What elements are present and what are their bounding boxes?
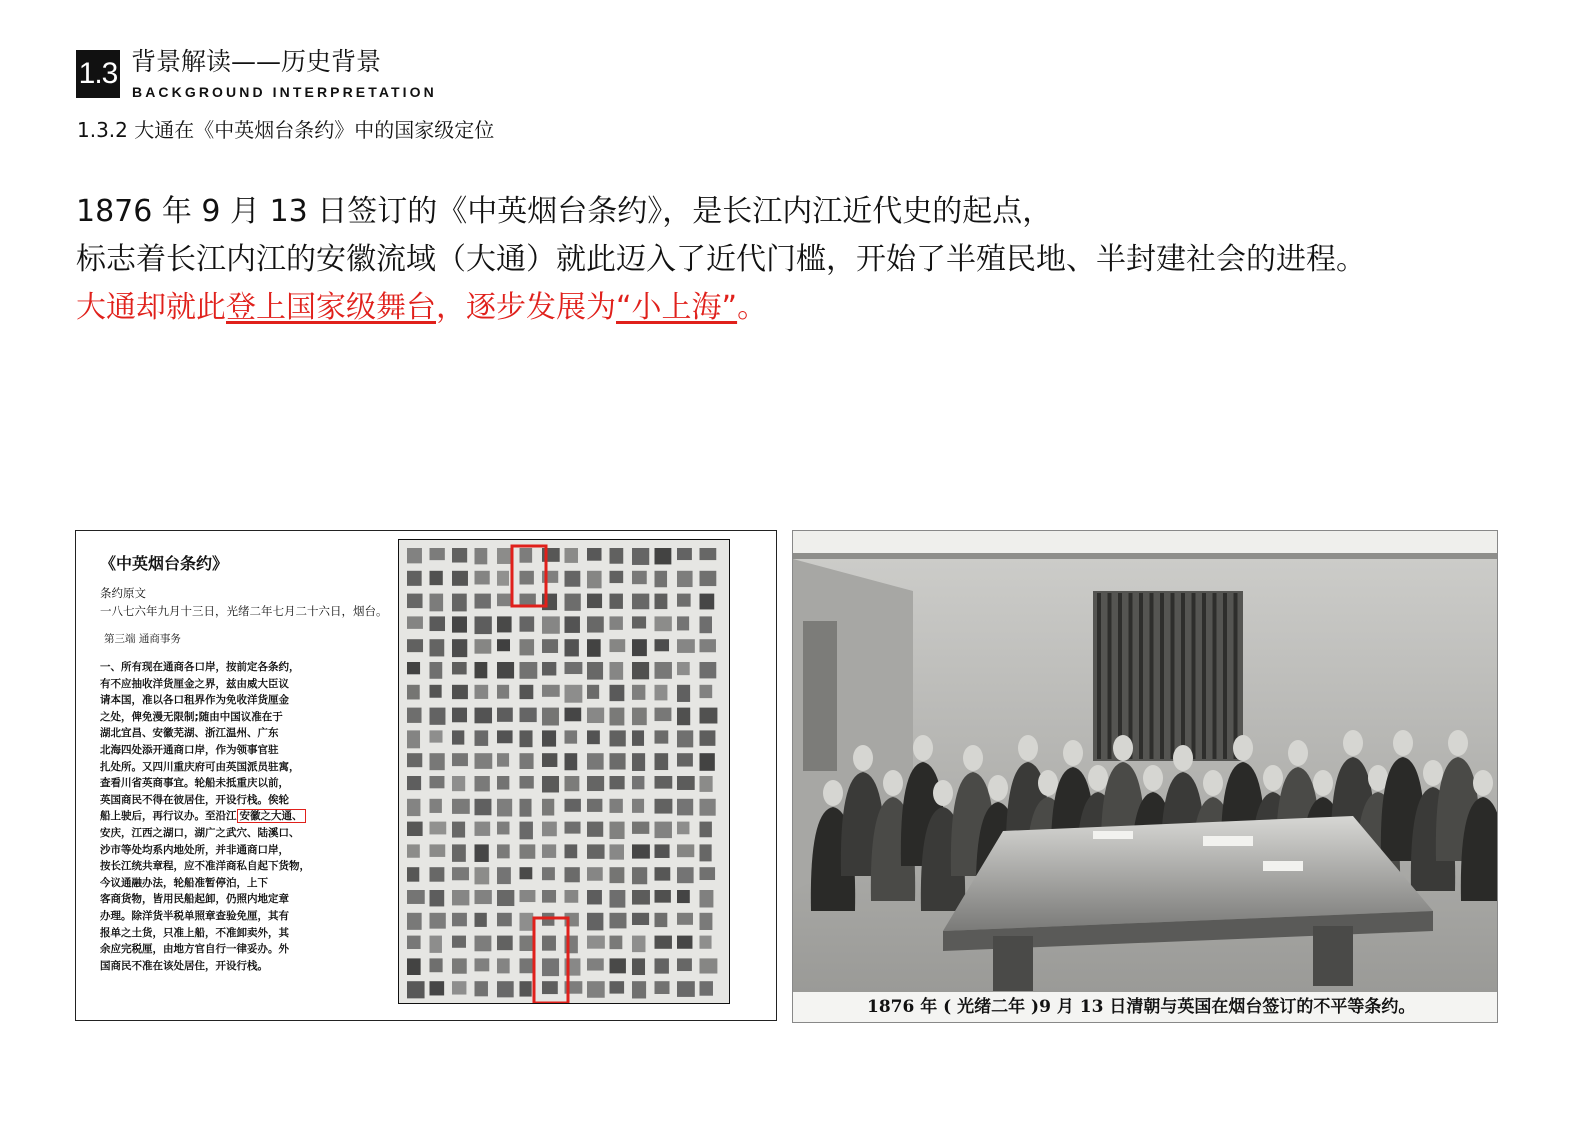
treaty-text-panel (75, 530, 777, 1021)
treaty-line: 北海四处添开通商口岸，作为领事官驻 (100, 743, 279, 756)
section-number: 1.3 (78, 57, 118, 90)
photo-caption: 1876 年 ( 光绪二年 )9 月 13 日清朝与英国在烟台签订的不平等条约。 (793, 992, 1497, 1022)
treaty-line: 湖北宜昌、安徽芜湖、浙江温州、广东 (100, 727, 279, 740)
treaty-line: 客商货物，皆用民船起卸，仍照内地定章 (100, 893, 289, 906)
treaty-date: 一八七六年九月十三日，光绪二年七月二十六日，烟台。 (100, 604, 388, 618)
treaty-section-heading: 第三端 通商事务 (104, 633, 181, 645)
datong-highlight-box: 安徽之大通、 (237, 809, 306, 823)
page-title-english: BACKGROUND INTERPRETATION (132, 84, 437, 100)
treaty-line: 扎处所。又四川重庆府可由英国派员驻寓， (100, 760, 300, 773)
treaty-line: 安庆，江西之湖口，湖广之武穴、陆溪口、 (100, 826, 300, 839)
treaty-line-highlighted: 船上驶后，再行议办。至沿江 安徽之大通、 (100, 808, 360, 825)
treaty-line: 请本国，准以各口租界作为免收洋货厘金 (100, 694, 289, 707)
treaty-title: 《中英烟台条约》 (100, 554, 229, 573)
treaty-line: 余应完税厘，由地方官自行一律妥办。外 (100, 943, 289, 956)
intro-line-1: 1876 年 9 月 13 日签订的《中英烟台条约》，是长江内江近代史的起点， (76, 194, 1053, 229)
photo-image (793, 531, 1497, 993)
treaty-line: 沙市等处均系内地处所，并非通商口岸， (100, 843, 289, 856)
treaty-subtitle: 条约原文 (100, 586, 146, 600)
treaty-line: 国商民不准在该处居住，开设行栈。 (100, 959, 268, 972)
section-subtitle: 1.3.2 大通在《中英烟台条约》中的国家级定位 (77, 118, 495, 142)
intro-line-2: 标志着长江内江的安徽流域（大通）就此迈入了近代门槛，开始了半殖民地、半封建社会的进程。 (76, 242, 1366, 277)
treaty-line: 查看川省英商事宜。轮船未抵重庆以前， (100, 777, 289, 790)
intro-line-3-part5: 。 (737, 290, 768, 325)
section-number-badge (76, 50, 120, 98)
treaty-line: 之处，俾免漫无限制;随由中国议准在于 (100, 710, 283, 723)
page-title: 背景解读——历史背景 (131, 47, 382, 76)
intro-line-3-part3: ，逐步发展为 (436, 290, 616, 325)
intro-line-3 (76, 284, 1516, 332)
intro-highlight-national-stage: 登上国家级舞台 (226, 290, 436, 325)
treaty-body (100, 659, 360, 974)
treaty-line: 今议通融办法，轮船准暂停泊，上下 (100, 876, 268, 889)
intro-line-3-part1: 大通却就此 (76, 290, 226, 325)
treaty-line: 一、所有现在通商各口岸，按前定各条约， (100, 661, 300, 673)
intro-highlight-little-shanghai: “小上海” (616, 290, 738, 325)
intro-paragraph (76, 188, 1516, 332)
scan-texture (399, 540, 729, 1003)
treaty-line: 办理。除洋货半税单照章查验免厘，其有 (100, 909, 289, 922)
treaty-line: 报单之土货，只准上船，不准卸卖外，其 (100, 926, 289, 939)
treaty-signing-photo (792, 530, 1498, 1023)
treaty-line: 按长江统共章程，应不准洋商私自起下货物， (100, 860, 310, 873)
treaty-line: 有不应抽收洋货厘金之界，兹由威大臣议 (100, 677, 289, 690)
treaty-line: 英国商民不得在彼居住，开设行栈。俟轮 (100, 793, 289, 806)
treaty-scan-image (398, 539, 730, 1004)
